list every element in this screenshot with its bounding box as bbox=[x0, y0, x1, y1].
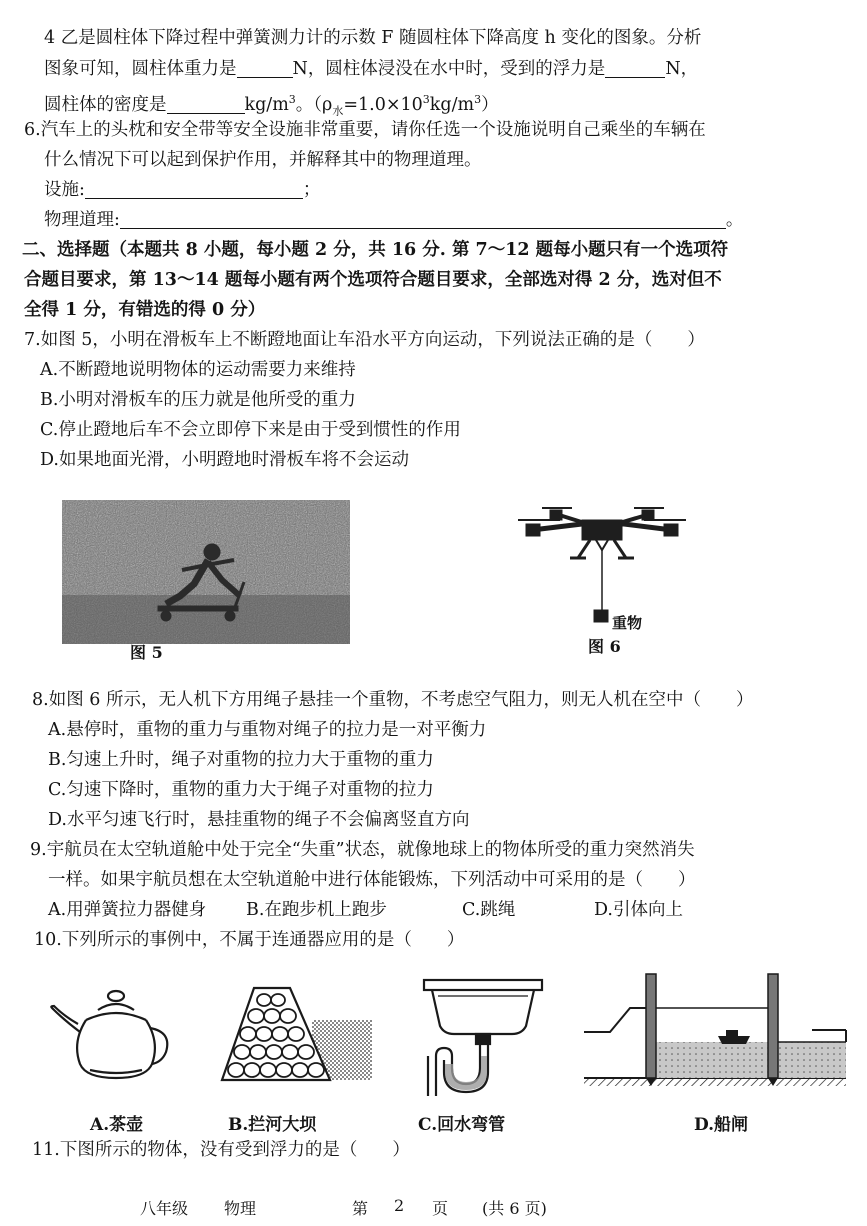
q6-line1: 6.汽车上的头枕和安全带等安全设施非常重要，请你任选一个设施说明自己乘坐的车辆在 bbox=[24, 120, 706, 140]
q7-option-d[interactable]: D.如果地面光滑，小明蹬地时滑板车将不会运动 bbox=[40, 450, 409, 470]
q7-option-b[interactable]: B.小明对滑板车的压力就是他所受的重力 bbox=[40, 390, 356, 410]
footer-total-pages: (共 6 页) bbox=[482, 1199, 547, 1218]
q5-line1: 4 乙是圆柱体下降过程中弹簧测力计的示数 F 随圆柱体下降高度 h 变化的图象。分析 bbox=[44, 28, 702, 48]
answer-blank-facility[interactable] bbox=[85, 180, 303, 199]
q6-reason-row: 物理道理: 。 bbox=[44, 210, 744, 230]
figure6-drone-diagram bbox=[512, 490, 692, 630]
q10-stem: 10.下列所示的事例中，不属于连通器应用的是（ ） bbox=[34, 930, 465, 950]
q9-option-b[interactable]: B.在跑步机上跑步 bbox=[246, 900, 387, 920]
q10-option-c-label[interactable]: C.回水弯管 bbox=[418, 1115, 506, 1135]
answer-blank-weight[interactable] bbox=[237, 59, 293, 78]
footer-grade: 八年级 bbox=[140, 1199, 189, 1218]
q11-stem: 11.下图所示的物体，没有受到浮力的是（ ） bbox=[32, 1140, 410, 1160]
q8-option-a[interactable]: A.悬停时，重物的重力与重物对绳子的拉力是一对平衡力 bbox=[48, 720, 487, 740]
footer-page-prefix: 第 bbox=[352, 1199, 369, 1218]
figure5-caption: 图 5 bbox=[130, 643, 163, 662]
figure6-weight-label: 重物 bbox=[612, 614, 643, 632]
q5-line3: 圆柱体的密度是 $kg/m^3$。$(\rho_水=1.0\times 10^3kg/m^3)$ bbox=[44, 93, 499, 118]
q9-line1: 9.宇航员在太空轨道舱中处于完全“失重”状态，就像地球上的物体所受的重力突然消失 bbox=[30, 840, 695, 860]
q8-stem: 8.如图 6 所示，无人机下方用绳子悬挂一个重物，不考虑空气阻力，则无人机在空中（ ） bbox=[32, 690, 754, 710]
q9-option-c[interactable]: C.跳绳 bbox=[462, 900, 516, 920]
answer-blank-reason[interactable] bbox=[120, 210, 726, 229]
dam-figure bbox=[216, 982, 374, 1088]
q10-option-b-label[interactable]: B.拦河大坝 bbox=[228, 1115, 317, 1135]
q8-option-b[interactable]: B.匀速上升时，绳子对重物的拉力大于重物的重力 bbox=[48, 750, 434, 770]
q10-option-d-label[interactable]: D.船闸 bbox=[694, 1115, 749, 1135]
answer-blank-buoyancy[interactable] bbox=[605, 59, 665, 78]
teapot-figure bbox=[46, 980, 176, 1085]
sink-trap-figure bbox=[418, 976, 548, 1098]
q9-option-d[interactable]: D.引体向上 bbox=[594, 900, 683, 920]
q8-option-c[interactable]: C.匀速下降时，重物的重力大于绳子对重物的拉力 bbox=[48, 780, 434, 800]
q7-option-a[interactable]: A.不断蹬地说明物体的运动需要力来维持 bbox=[40, 360, 356, 380]
q5-line2: 图象可知，圆柱体重力是 N，圆柱体浸没在水中时，受到的浮力是 N， bbox=[44, 59, 699, 79]
footer-page-suffix: 页 bbox=[432, 1199, 449, 1218]
q8-option-d[interactable]: D.水平匀速飞行时，悬挂重物的绳子不会偏离竖直方向 bbox=[48, 810, 470, 830]
ship-lock-figure bbox=[580, 968, 850, 1092]
figure6-caption: 图 6 bbox=[588, 637, 621, 656]
answer-blank-density[interactable] bbox=[167, 95, 245, 114]
section2-heading-line1: 二、选择题（本题共 8 小题，每小题 2 分，共 16 分. 第 7～12 题每小题只有一个选项符 bbox=[22, 240, 729, 260]
figure5-skateboard-photo bbox=[62, 500, 350, 644]
q10-option-a-label[interactable]: A.茶壶 bbox=[90, 1115, 144, 1135]
footer-page-number: 2 bbox=[394, 1196, 405, 1215]
section2-heading-line3: 全得 1 分，有错选的得 0 分） bbox=[24, 300, 266, 320]
q6-line2: 什么情况下可以起到保护作用，并解释其中的物理道理。 bbox=[44, 150, 482, 170]
q9-option-a[interactable]: A.用弹簧拉力器健身 bbox=[48, 900, 207, 920]
q7-option-c[interactable]: C.停止蹬地后车不会立即停下来是由于受到惯性的作用 bbox=[40, 420, 461, 440]
q7-stem: 7.如图 5，小明在滑板车上不断蹬地面让车沿水平方向运动，下列说法正确的是（ ） bbox=[24, 330, 705, 350]
q9-line2: 一样。如果宇航员想在太空轨道舱中进行体能锻炼，下列活动中可采用的是（ ） bbox=[48, 870, 696, 890]
section2-heading-line2: 合题目要求，第 13～14 题每小题有两个选项符合题目要求，全部选对得 2 分，选对但不 bbox=[24, 270, 722, 290]
footer-subject: 物理 bbox=[224, 1199, 257, 1218]
q6-facility-row: 设施: ； bbox=[44, 180, 321, 200]
